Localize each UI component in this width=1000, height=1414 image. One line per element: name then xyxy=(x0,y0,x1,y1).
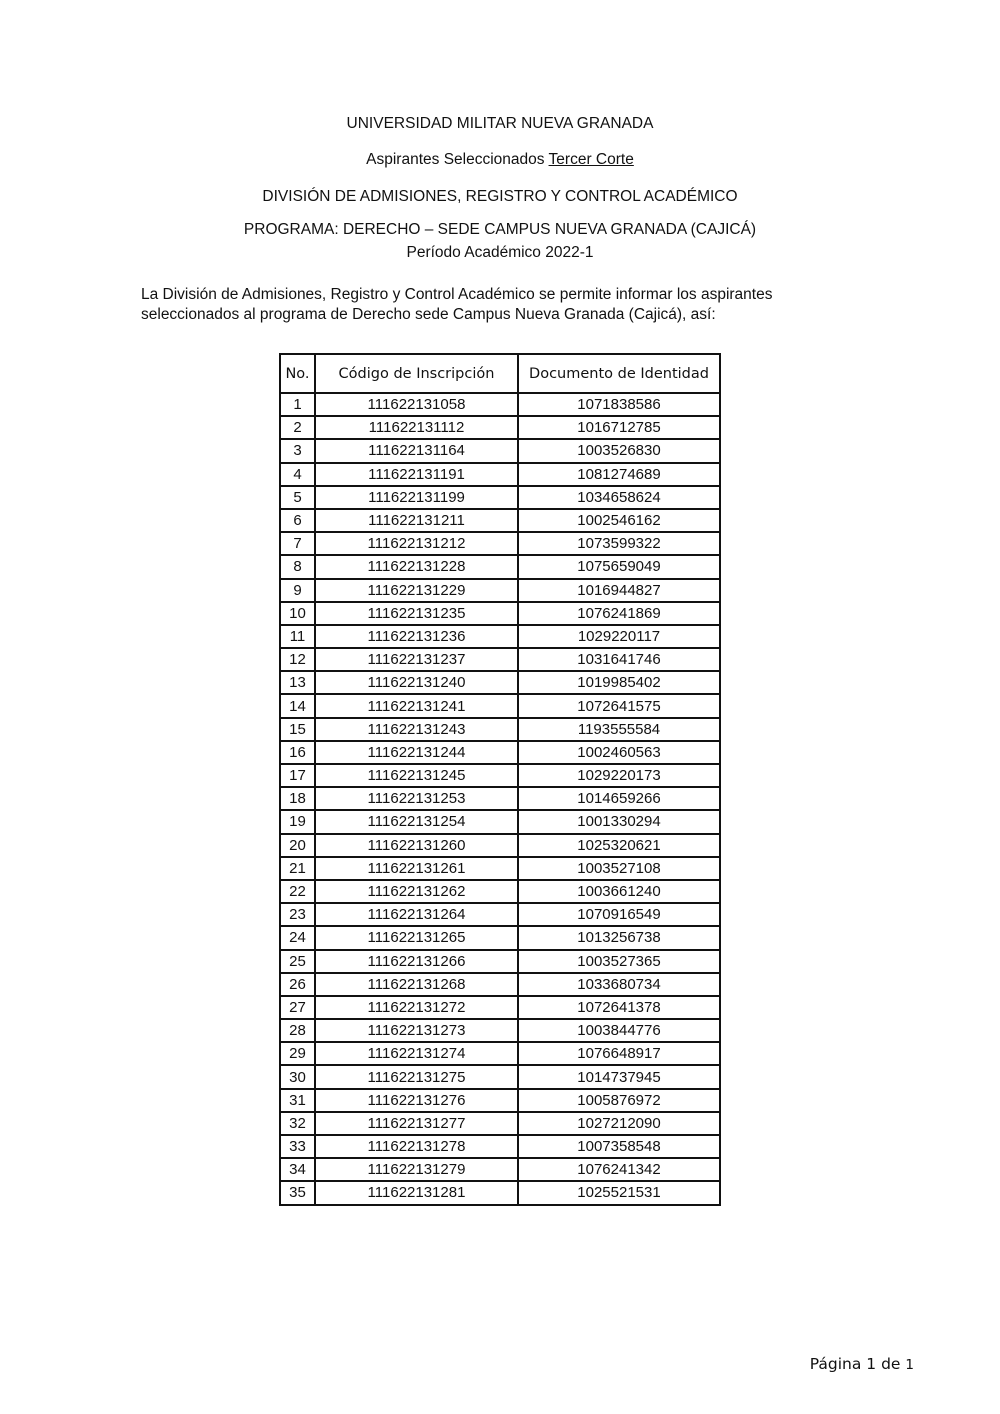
row-number: 3 xyxy=(280,439,315,462)
table-row xyxy=(280,463,720,486)
row-number: 1 xyxy=(280,393,315,416)
table-row xyxy=(280,926,720,949)
registration-code: 111622131236 xyxy=(315,625,518,648)
table-row xyxy=(280,439,720,462)
row-number: 34 xyxy=(280,1158,315,1181)
table-row xyxy=(280,416,720,439)
registration-code: 111622131279 xyxy=(315,1158,518,1181)
program-title: PROGRAMA: DERECHO – SEDE CAMPUS NUEVA GRANADA (CAJICÁ) xyxy=(243,221,757,238)
table-row xyxy=(280,694,720,717)
identity-document: 1016712785 xyxy=(518,416,720,439)
identity-document: 1034658624 xyxy=(518,486,720,509)
header-no: No. xyxy=(280,354,315,393)
identity-document: 1071838586 xyxy=(518,393,720,416)
identity-document: 1081274689 xyxy=(518,463,720,486)
registration-code: 111622131164 xyxy=(315,439,518,462)
identity-document: 1076241342 xyxy=(518,1158,720,1181)
registration-code: 111622131274 xyxy=(315,1042,518,1065)
identity-document: 1014737945 xyxy=(518,1065,720,1088)
table-row xyxy=(280,532,720,555)
identity-document: 1070916549 xyxy=(518,903,720,926)
row-number: 27 xyxy=(280,996,315,1019)
row-number: 30 xyxy=(280,1065,315,1088)
table-row xyxy=(280,648,720,671)
table-row xyxy=(280,555,720,578)
row-number: 29 xyxy=(280,1042,315,1065)
registration-code: 111622131058 xyxy=(315,393,518,416)
table-row xyxy=(280,1019,720,1042)
table-row xyxy=(280,1181,720,1204)
table-row xyxy=(280,579,720,602)
table-row xyxy=(280,393,720,416)
registration-code: 111622131199 xyxy=(315,486,518,509)
table-row xyxy=(280,903,720,926)
total-pages: 1 xyxy=(905,1357,914,1373)
subtitle-prefix: Aspirantes Seleccionados xyxy=(366,151,545,168)
registration-code: 111622131241 xyxy=(315,694,518,717)
table-row xyxy=(280,1158,720,1181)
selected-applicants-table xyxy=(279,353,721,1206)
university-title: UNIVERSIDAD MILITAR NUEVA GRANADA xyxy=(346,115,654,132)
page-footer xyxy=(810,1355,914,1373)
row-number: 11 xyxy=(280,625,315,648)
identity-document: 1001330294 xyxy=(518,810,720,833)
registration-code: 111622131265 xyxy=(315,926,518,949)
registration-code: 111622131281 xyxy=(315,1181,518,1204)
identity-document: 1076241869 xyxy=(518,602,720,625)
identity-document: 1073599322 xyxy=(518,532,720,555)
row-number: 20 xyxy=(280,834,315,857)
table-row xyxy=(280,996,720,1019)
registration-code: 111622131244 xyxy=(315,741,518,764)
identity-document: 1002460563 xyxy=(518,741,720,764)
of-label: de xyxy=(881,1355,901,1373)
table-row xyxy=(280,1089,720,1112)
intro-paragraph xyxy=(141,285,861,325)
header-registration-code: Código de Inscripción xyxy=(315,354,518,393)
row-number: 35 xyxy=(280,1181,315,1204)
table-row xyxy=(280,834,720,857)
row-number: 17 xyxy=(280,764,315,787)
registration-code: 111622131254 xyxy=(315,810,518,833)
identity-document: 1193555584 xyxy=(518,718,720,741)
row-number: 10 xyxy=(280,602,315,625)
registration-code: 111622131276 xyxy=(315,1089,518,1112)
registration-code: 111622131228 xyxy=(315,555,518,578)
academic-period: Período Académico 2022-1 xyxy=(406,244,594,261)
table-body xyxy=(280,393,720,1205)
row-number: 15 xyxy=(280,718,315,741)
registration-code: 111622131235 xyxy=(315,602,518,625)
table-row xyxy=(280,718,720,741)
identity-document: 1003527365 xyxy=(518,950,720,973)
registration-code: 111622131212 xyxy=(315,532,518,555)
table-row xyxy=(280,973,720,996)
table-row xyxy=(280,810,720,833)
identity-document: 1031641746 xyxy=(518,648,720,671)
row-number: 2 xyxy=(280,416,315,439)
identity-document: 1025320621 xyxy=(518,834,720,857)
table-row xyxy=(280,1042,720,1065)
row-number: 7 xyxy=(280,532,315,555)
registration-code: 111622131275 xyxy=(315,1065,518,1088)
identity-document: 1014659266 xyxy=(518,787,720,810)
row-number: 13 xyxy=(280,671,315,694)
row-number: 4 xyxy=(280,463,315,486)
registration-code: 111622131273 xyxy=(315,1019,518,1042)
registration-code: 111622131243 xyxy=(315,718,518,741)
table-row xyxy=(280,741,720,764)
identity-document: 1007358548 xyxy=(518,1135,720,1158)
identity-document: 1003844776 xyxy=(518,1019,720,1042)
registration-code: 111622131268 xyxy=(315,973,518,996)
identity-document: 1025521531 xyxy=(518,1181,720,1204)
table-row xyxy=(280,486,720,509)
header-identity-document: Documento de Identidad xyxy=(518,354,720,393)
identity-document: 1072641378 xyxy=(518,996,720,1019)
row-number: 22 xyxy=(280,880,315,903)
row-number: 31 xyxy=(280,1089,315,1112)
table-row xyxy=(280,857,720,880)
registration-code: 111622131260 xyxy=(315,834,518,857)
registration-code: 111622131245 xyxy=(315,764,518,787)
table-row xyxy=(280,1065,720,1088)
row-number: 14 xyxy=(280,694,315,717)
identity-document: 1005876972 xyxy=(518,1089,720,1112)
identity-document: 1003526830 xyxy=(518,439,720,462)
row-number: 16 xyxy=(280,741,315,764)
row-number: 12 xyxy=(280,648,315,671)
intro-line: La División de Admisiones, Registro y Control Académico se permite informar los aspirantes xyxy=(141,286,773,303)
table-row xyxy=(280,509,720,532)
row-number: 8 xyxy=(280,555,315,578)
registration-code: 111622131191 xyxy=(315,463,518,486)
subtitle-cut: Tercer Corte xyxy=(548,151,634,168)
table-row xyxy=(280,1112,720,1135)
page-number: 1 xyxy=(866,1355,877,1373)
identity-document: 1075659049 xyxy=(518,555,720,578)
row-number: 28 xyxy=(280,1019,315,1042)
row-number: 6 xyxy=(280,509,315,532)
row-number: 18 xyxy=(280,787,315,810)
registration-code: 111622131261 xyxy=(315,857,518,880)
table-row xyxy=(280,764,720,787)
identity-document: 1072641575 xyxy=(518,694,720,717)
identity-document: 1033680734 xyxy=(518,973,720,996)
registration-code: 111622131264 xyxy=(315,903,518,926)
registration-code: 111622131240 xyxy=(315,671,518,694)
table-row xyxy=(280,950,720,973)
row-number: 21 xyxy=(280,857,315,880)
identity-document: 1029220173 xyxy=(518,764,720,787)
identity-document: 1013256738 xyxy=(518,926,720,949)
registration-code: 111622131237 xyxy=(315,648,518,671)
identity-document: 1003661240 xyxy=(518,880,720,903)
table-row xyxy=(280,625,720,648)
row-number: 26 xyxy=(280,973,315,996)
identity-document: 1076648917 xyxy=(518,1042,720,1065)
identity-document: 1019985402 xyxy=(518,671,720,694)
registration-code: 111622131229 xyxy=(315,579,518,602)
row-number: 5 xyxy=(280,486,315,509)
division-title: DIVISIÓN DE ADMISIONES, REGISTRO Y CONTROL ACADÉMICO xyxy=(262,188,738,205)
identity-document: 1016944827 xyxy=(518,579,720,602)
identity-document: 1002546162 xyxy=(518,509,720,532)
row-number: 32 xyxy=(280,1112,315,1135)
registration-code: 111622131112 xyxy=(315,416,518,439)
table-row xyxy=(280,671,720,694)
row-number: 9 xyxy=(280,579,315,602)
row-number: 19 xyxy=(280,810,315,833)
registration-code: 111622131211 xyxy=(315,509,518,532)
registration-code: 111622131253 xyxy=(315,787,518,810)
row-number: 24 xyxy=(280,926,315,949)
table-row xyxy=(280,787,720,810)
table-header-row xyxy=(280,354,720,393)
registration-code: 111622131266 xyxy=(315,950,518,973)
table-row xyxy=(280,1135,720,1158)
registration-code: 111622131277 xyxy=(315,1112,518,1135)
table-row xyxy=(280,602,720,625)
page-label: Página xyxy=(809,1355,862,1373)
document-subtitle xyxy=(0,151,1000,169)
registration-code: 111622131272 xyxy=(315,996,518,1019)
row-number: 25 xyxy=(280,950,315,973)
table-row xyxy=(280,880,720,903)
identity-document: 1003527108 xyxy=(518,857,720,880)
identity-document: 1027212090 xyxy=(518,1112,720,1135)
intro-line: seleccionados al programa de Derecho sede Campus Nueva Granada (Cajicá), así: xyxy=(141,306,716,323)
row-number: 23 xyxy=(280,903,315,926)
registration-code: 111622131278 xyxy=(315,1135,518,1158)
identity-document: 1029220117 xyxy=(518,625,720,648)
registration-code: 111622131262 xyxy=(315,880,518,903)
row-number: 33 xyxy=(280,1135,315,1158)
